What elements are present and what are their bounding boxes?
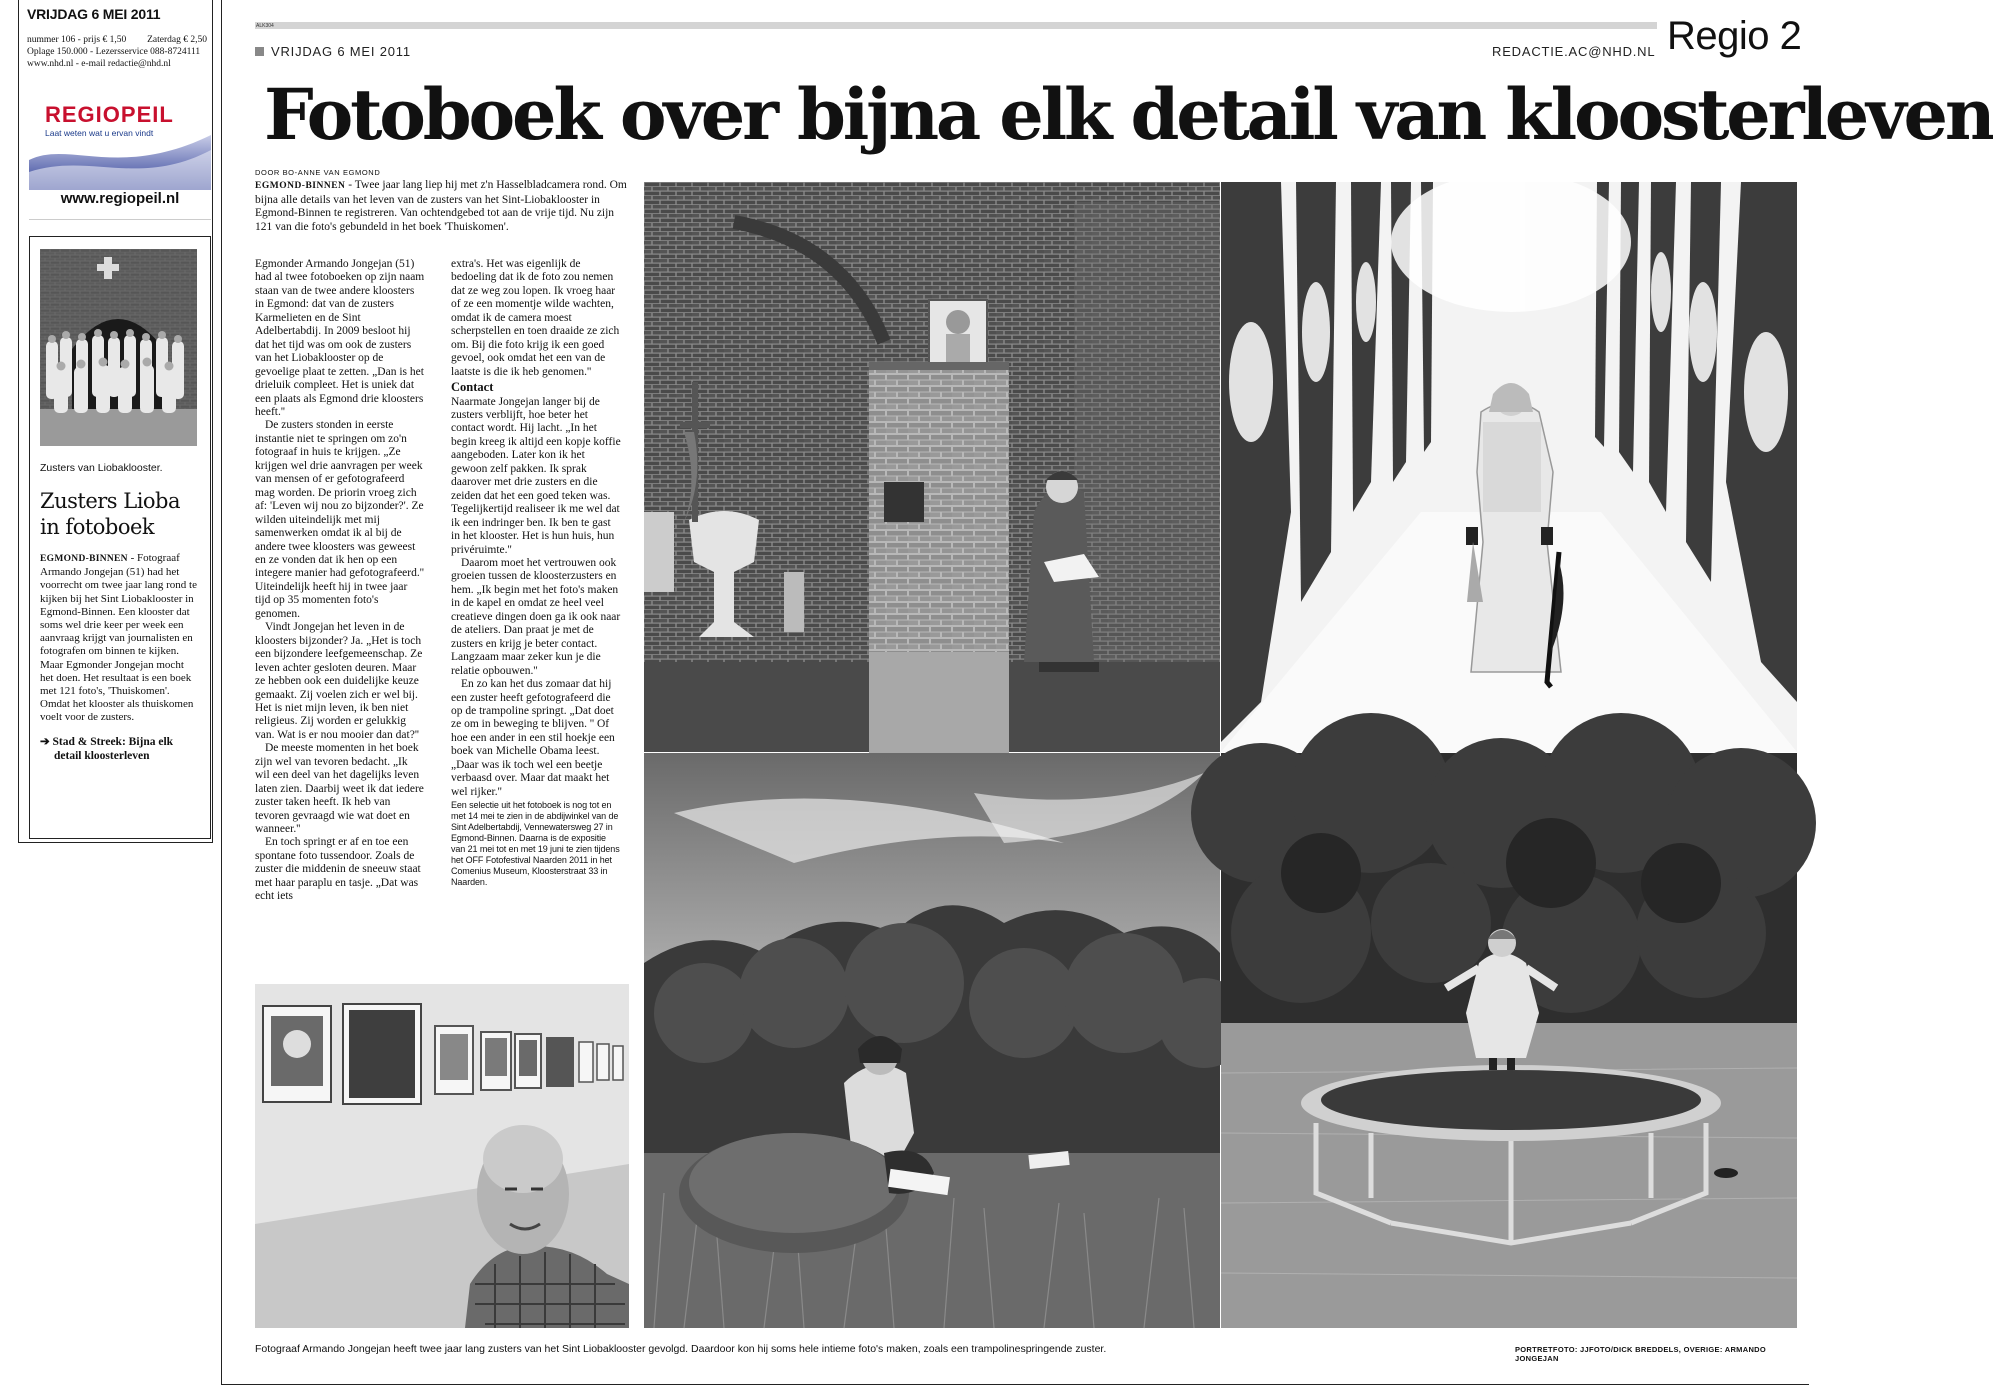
teaser-body xyxy=(40,552,200,725)
teaser-title[interactable] xyxy=(40,488,200,540)
photo-caption: Fotograaf Armando Jongejan heeft twee jaar lang zusters van het Sint Liobaklooster gevolgd. Daardoor kon hij soms hele intieme foto's maken, zoals een trampolinespringende zuster. xyxy=(255,1343,1107,1355)
regiopeil-ad[interactable] xyxy=(29,80,211,220)
header-rule xyxy=(255,22,1657,29)
snow-avenue-image xyxy=(1221,182,1797,752)
header-date: VRIJDAG 6 MEI 2011 xyxy=(255,44,411,59)
headline: Fotoboek over bijna elk detail van kloosterleven xyxy=(264,73,1993,156)
photo-photographer-portrait xyxy=(255,984,629,1328)
regiopeil-tagline: Laat weten wat u ervan vindt xyxy=(45,128,154,138)
chapel-interior-image xyxy=(644,182,1220,752)
teaser-title-line2: in fotoboek xyxy=(40,515,155,539)
photo-sister-with-sheep xyxy=(644,753,1220,1328)
subheading-contact: Contact xyxy=(451,380,494,395)
section-title: Regio 2 xyxy=(1667,14,1802,58)
paragraph: De zusters stonden in eerste instantie niet te springen om zo'n fotograaf in huis te krijgen. „Ze krijgen wel drie aanvragen per week van mensen of er gefotografeerd mag worden. De priorin vroeg zich af: 'Leven wij nou zo bijzonder?'. Ze wilden uiteindelijk met mij samenwerken omdat ik al bij de andere twee kloosters was geweest en ze vonden dat ik hen op een integere manier had gefotografeerd.'' Uiteindelijk heeft hij in twee jaar tijd op 35 momenten foto's genomen. xyxy=(255,419,424,620)
sidebar-meta-line2: Oplage 150.000 - Lezersservice 088-8724111 xyxy=(27,47,201,57)
paragraph: En zo kan het dus zomaar dat hij een zuster heeft gefotografeerd die op de trampoline springt. „Dat doet ze om in beweging te blijven. '' Of hoe een ander in een stil hoekje een boek van Michelle Obama leest. „Daar was ik toch wel een beetje verbaasd over. Maar dat maakt het wel rijker.'' xyxy=(451,678,615,798)
photo-sister-in-snow xyxy=(1221,182,1797,752)
paragraph: extra's. Het was eigenlijk de bedoeling dat ik de foto zou nemen dat ze weg zou lopen. Ik vroeg haar of ze een momentje wilde wachten, omdat ik de camera moest scherpstellen en toen draaide ze zich om. Bij die foto krijg ik een goed gevoel, ook omdat het een van de laatste is die ik heb genomen.'' xyxy=(451,258,620,378)
regiopeil-url[interactable]: www.regiopeil.nl xyxy=(60,190,180,207)
teaser-photo-caption: Zusters van Liobaklooster. xyxy=(40,462,163,474)
article-column-1 xyxy=(255,258,425,904)
paragraph: En toch springt er af en toe een spontane foto tussendoor. Zoals de zuster die middenin de sneeuw staat met haar paraplu en tasje. „Dat was echt iets xyxy=(255,836,421,903)
paragraph: Naarmate Jongejan langer bij de zusters verblijft, hoe beter het contact wordt. Hij lacht. „In het begin kreeg ik altijd een kopje koffie aangeboden. Later kon ik het gewoon zelf pakken. Ik sprak daarover met drie zusters en die zeiden dat het een goed teken was. Tegelijkertijd realiseer ik me wel dat ik een indringer ben. Ik ben te gast in het klooster. Het is hun huis, hun privéruimte.'' xyxy=(451,395,621,556)
paragraph: De meeste momenten in het boek zijn wel van tevoren bedacht. „Ik wil een deel van het dagelijks leven laten zien. Daarbij weet ik dat iedere zuster taken heeft. Ik heb van tevoren gevraagd wie wat doet en wanneer.'' xyxy=(255,742,424,836)
sidebar-meta-line3: www.nhd.nl - e-mail redactie@nhd.nl xyxy=(27,59,171,69)
teaser-title-line1: Zusters Lioba xyxy=(40,489,181,513)
lead-dateline: EGMOND-BINNEN xyxy=(255,181,346,191)
article-page xyxy=(221,0,1993,1385)
photo-sister-trampoline xyxy=(1221,753,1797,1328)
paragraph: Daarom moet het vertrouwen ook groeien tussen de kloosterzusters en hem. „Ik begin met het foto's maken in de kapel en omdat ze heel veel creatieve dingen doen ga ik ook naar de ateliers. Dan praat je met de zusters en krijg je beter contact. Langzaam maar zeker kun je die relatie opbouwen.'' xyxy=(451,556,621,677)
paragraph: Egmonder Armando Jongejan (51) had al twee fotoboeken op zijn naam staan van de twee andere kloosters in Egmond: dat van de zusters Karmelieten en de Sint Adelbertabdij. In 2009 besloot hij dat het tijd was om ook de zusters van het Liobaklooster op de gevoelige plaat te zetten. „Dan is het drieluik compleet. Het is uniek dat een plaats als Egmond drie kloosters heeft.'' xyxy=(255,258,425,418)
teaser-text: - Fotograaf Armando Jongejan (51) had het voorrecht om twee jaar lang rond te kijken bij het Sint Liobaklooster in Egmond-Binnen. Een klooster dat soms wel drie keer per week een aanvraag krijgt van journalisten en fotografen om binnen te kijken. Maar Egmonder Jongejan mocht het doen. Het resultaat is een boek met 121 foto's, 'Thuiskomen'. Omdat het klooster als thuiskomen voelt voor de zusters. xyxy=(40,552,197,724)
regiopeil-logo: REGIOPEIL xyxy=(45,102,174,127)
sidebar-price-saturday: Zaterdag € 2,50 xyxy=(147,35,207,45)
sidebar-date: VRIJDAG 6 MEI 2011 xyxy=(27,6,161,22)
sisters-group-image xyxy=(40,249,197,446)
photo-chapel-interior xyxy=(644,182,1220,752)
teaser-photo-sisters xyxy=(40,249,197,446)
trampoline-image xyxy=(1221,753,1797,1328)
sidebar-price: nummer 106 - prijs € 1,50 xyxy=(27,35,127,45)
front-sidebar xyxy=(18,0,213,843)
sidebar-meta-line1 xyxy=(27,34,207,46)
lead-paragraph xyxy=(255,179,631,234)
teaser-reference-link[interactable]: ➔ Stad & Streek: Bijna elk detail kloosterleven xyxy=(40,735,174,762)
exhibition-portrait-image xyxy=(255,984,629,1328)
header-email[interactable]: REDACTIE.AC@NHD.NL xyxy=(1492,44,1656,59)
paragraph: Vindt Jongejan het leven in de kloosters bijzonder? Ja. „Het is toch een bijzondere leefgemeenschap. Ze leven achter gesloten deuren. Maar ze hebben ook een duidelijke keuze gemaakt. Zij voelen zich er wel bij. Het is niet mijn leven, ik ben niet religieus. Zij worden er gelukkig van. Wat is er nou mooier dan dat?'' xyxy=(255,621,423,741)
article-column-2 xyxy=(451,258,621,888)
teaser-box xyxy=(29,236,211,839)
meadow-sheep-image xyxy=(644,753,1220,1328)
page-code: ALK304 xyxy=(256,23,274,29)
photo-credit: PORTRETFOTO: JJFOTO/DICK BREDDELS, OVERIGE: ARMANDO JONGEJAN xyxy=(1515,1345,1767,1363)
lead-text: - Twee jaar lang liep hij met z'n Hasselbladcamera rond. Om bijna alle details van het leven van de zusters van het Sint-Liobaklooster in Egmond-Binnen te registreren. Van ochtendgebed tot aan de vrije tijd. Nu zijn 121 van die foto's gebundeld in het boek 'Thuiskomen'. xyxy=(255,179,627,233)
byline: DOOR BO-ANNE VAN EGMOND xyxy=(255,168,381,177)
teaser-dateline: EGMOND-BINNEN xyxy=(40,554,128,564)
exhibition-note: Een selectie uit het fotoboek is nog tot en met 14 mei te zien in de abdijwinkel van de Sint Adelbertabdij, Vennewatersweg 27 in Egmond-Binnen. Daarna is de expositie van 21 mei tot en met 19 juni te zien tijdens het OFF Fotofestival Naarden 2011 in het Comenius Museum, Kloosterstraat 33 in Naarden. xyxy=(451,800,620,888)
